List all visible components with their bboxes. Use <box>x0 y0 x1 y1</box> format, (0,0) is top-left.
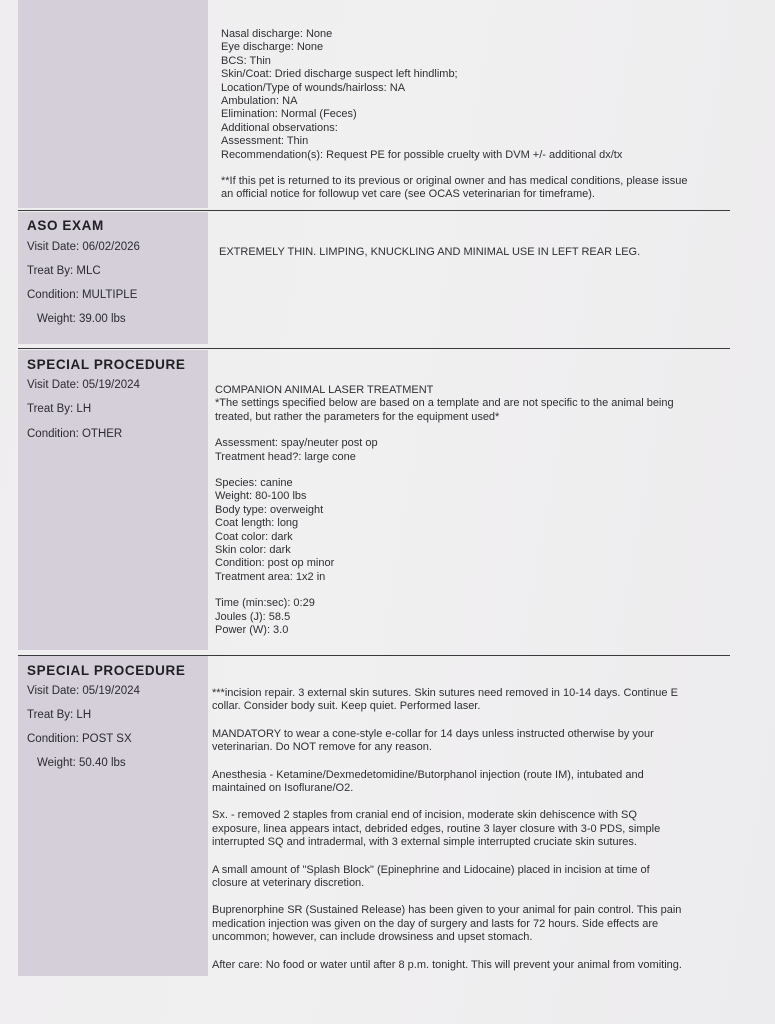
sp2-para: veterinarian. Do NOT remove for any reason. <box>212 741 432 754</box>
section-divider <box>18 210 730 211</box>
sp1-visit-date: Visit Date: 05/19/2024 <box>27 379 140 391</box>
sp1-disclaimer: *The settings specified below are based on a template and are not specific to the animal being <box>215 397 674 410</box>
section-title-special-procedure: SPECIAL PROCEDURE <box>27 357 186 372</box>
section-divider <box>18 655 730 656</box>
sp2-treat-by: Treat By: LH <box>27 709 92 721</box>
sp2-para: maintained on Isoflurane/O2. <box>212 782 354 795</box>
sp2-para: medication injection was given on the day of surgery and lasts for 72 hours. Side effects are <box>212 917 659 930</box>
obs-line: Nasal discharge: None <box>221 28 333 40</box>
obs-line: Ambulation: NA <box>221 95 298 108</box>
sp1-treat-by: Treat By: LH <box>27 403 92 415</box>
sp2-para: exposure, linea appears intact, debrided edges, routine 3 layer closure with 3-0 PDS, simple <box>212 822 661 835</box>
sp1-joules: Joules (J): 58.5 <box>215 610 291 623</box>
sp2-visit-date: Visit Date: 05/19/2024 <box>27 685 140 697</box>
sp2-para: After care: No food or water until after 8 p.m. tonight. This will prevent your animal from vomiting. <box>212 958 682 971</box>
sp1-weight: Weight: 80-100 lbs <box>215 490 307 503</box>
sidebar-block-sp1 <box>18 350 208 650</box>
obs-line: Skin/Coat: Dried discharge suspect left hindlimb; <box>221 68 458 81</box>
obs-line: Eye discharge: None <box>221 41 324 54</box>
sidebar-block-sp2 <box>18 656 208 976</box>
sp1-condition: Condition: OTHER <box>27 428 123 440</box>
sidebar-block-top <box>18 0 208 208</box>
section-title-special-procedure: SPECIAL PROCEDURE <box>27 663 186 678</box>
sp2-para: interrupted SQ and intradermal, with 3 external simple interrupted cruciate skin sutures. <box>212 836 637 849</box>
sp2-para: Buprenorphine SR (Sustained Release) has been given to your animal for pain control. This pain <box>212 904 682 917</box>
sp1-condition-detail: Condition: post op minor <box>215 557 335 570</box>
sp2-para: ***incision repair. 3 external skin sutures. Skin sutures need removed in 10-14 days. Continue E <box>212 687 678 699</box>
aso-visit-date: Visit Date: 06/02/2026 <box>27 241 140 253</box>
section-divider <box>18 348 730 349</box>
aso-note-text: EXTREMELY THIN. LIMPING, KNUCKLING AND MINIMAL USE IN LEFT REAR LEG. <box>219 246 641 258</box>
obs-line: BCS: Thin <box>221 54 271 67</box>
aso-weight: Weight: 39.00 lbs <box>37 313 126 325</box>
sp1-treatment-area: Treatment area: 1x2 in <box>215 570 326 583</box>
sp1-coat-length: Coat length: long <box>215 517 299 530</box>
followup-notice: an official notice for followup vet care (see OCAS veterinarian for timeframe). <box>221 188 595 201</box>
sp1-details <box>215 384 674 638</box>
obs-line: Additional observations: <box>221 121 338 134</box>
followup-notice: **If this pet is returned to its previous or original owner and has medical conditions, please issue <box>221 175 688 188</box>
obs-line: Location/Type of wounds/hairloss: NA <box>221 81 406 94</box>
aso-note <box>219 246 640 259</box>
obs-line: Assessment: Thin <box>221 135 309 148</box>
sp1-treatment-head: Treatment head?: large cone <box>215 450 356 463</box>
sp2-para: closure at veterinary discretion. <box>212 877 365 890</box>
sp2-condition: Condition: POST SX <box>27 733 132 745</box>
sp2-para: MANDATORY to wear a cone-style e-collar for 14 days unless instructed otherwise by your <box>212 727 654 740</box>
sp2-para: collar. Consider body suit. Keep quiet. Performed laser. <box>212 700 481 713</box>
aso-treat-by: Treat By: MLC <box>27 265 101 277</box>
top-observations <box>221 28 688 202</box>
sp2-weight: Weight: 50.40 lbs <box>37 757 126 769</box>
obs-line: Recommendation(s): Request PE for possible cruelty with DVM +/- additional dx/tx <box>221 148 623 161</box>
sp1-disclaimer: treated, but rather the parameters for the equipment used* <box>215 410 500 423</box>
sp1-coat-color: Coat color: dark <box>215 530 293 543</box>
obs-line: Elimination: Normal (Feces) <box>221 108 357 121</box>
sp1-power: Power (W): 3.0 <box>215 624 289 637</box>
sp1-heading: COMPANION ANIMAL LASER TREATMENT <box>215 384 434 396</box>
sp1-skin-color: Skin color: dark <box>215 544 291 557</box>
sp2-para: A small amount of "Splash Block" (Epinephrine and Lidocaine) placed in incision at time of <box>212 863 650 876</box>
sp1-assessment: Assessment: spay/neuter post op <box>215 437 378 450</box>
sp2-details <box>212 687 682 972</box>
sp2-para: Sx. - removed 2 staples from cranial end of incision, moderate skin dehiscence with SQ <box>212 809 637 822</box>
section-title-aso-exam: ASO EXAM <box>27 218 104 233</box>
sp1-body-type: Body type: overweight <box>215 503 324 516</box>
sp2-para: uncommon; however, can include drowsiness and upset stomach. <box>212 931 533 944</box>
sp1-time: Time (min:sec): 0:29 <box>215 597 315 610</box>
sp1-species: Species: canine <box>215 477 293 490</box>
sp2-para: Anesthesia - Ketamine/Dexmedetomidine/Butorphanol injection (route IM), intubated and <box>212 768 644 781</box>
aso-condition: Condition: MULTIPLE <box>27 289 138 301</box>
